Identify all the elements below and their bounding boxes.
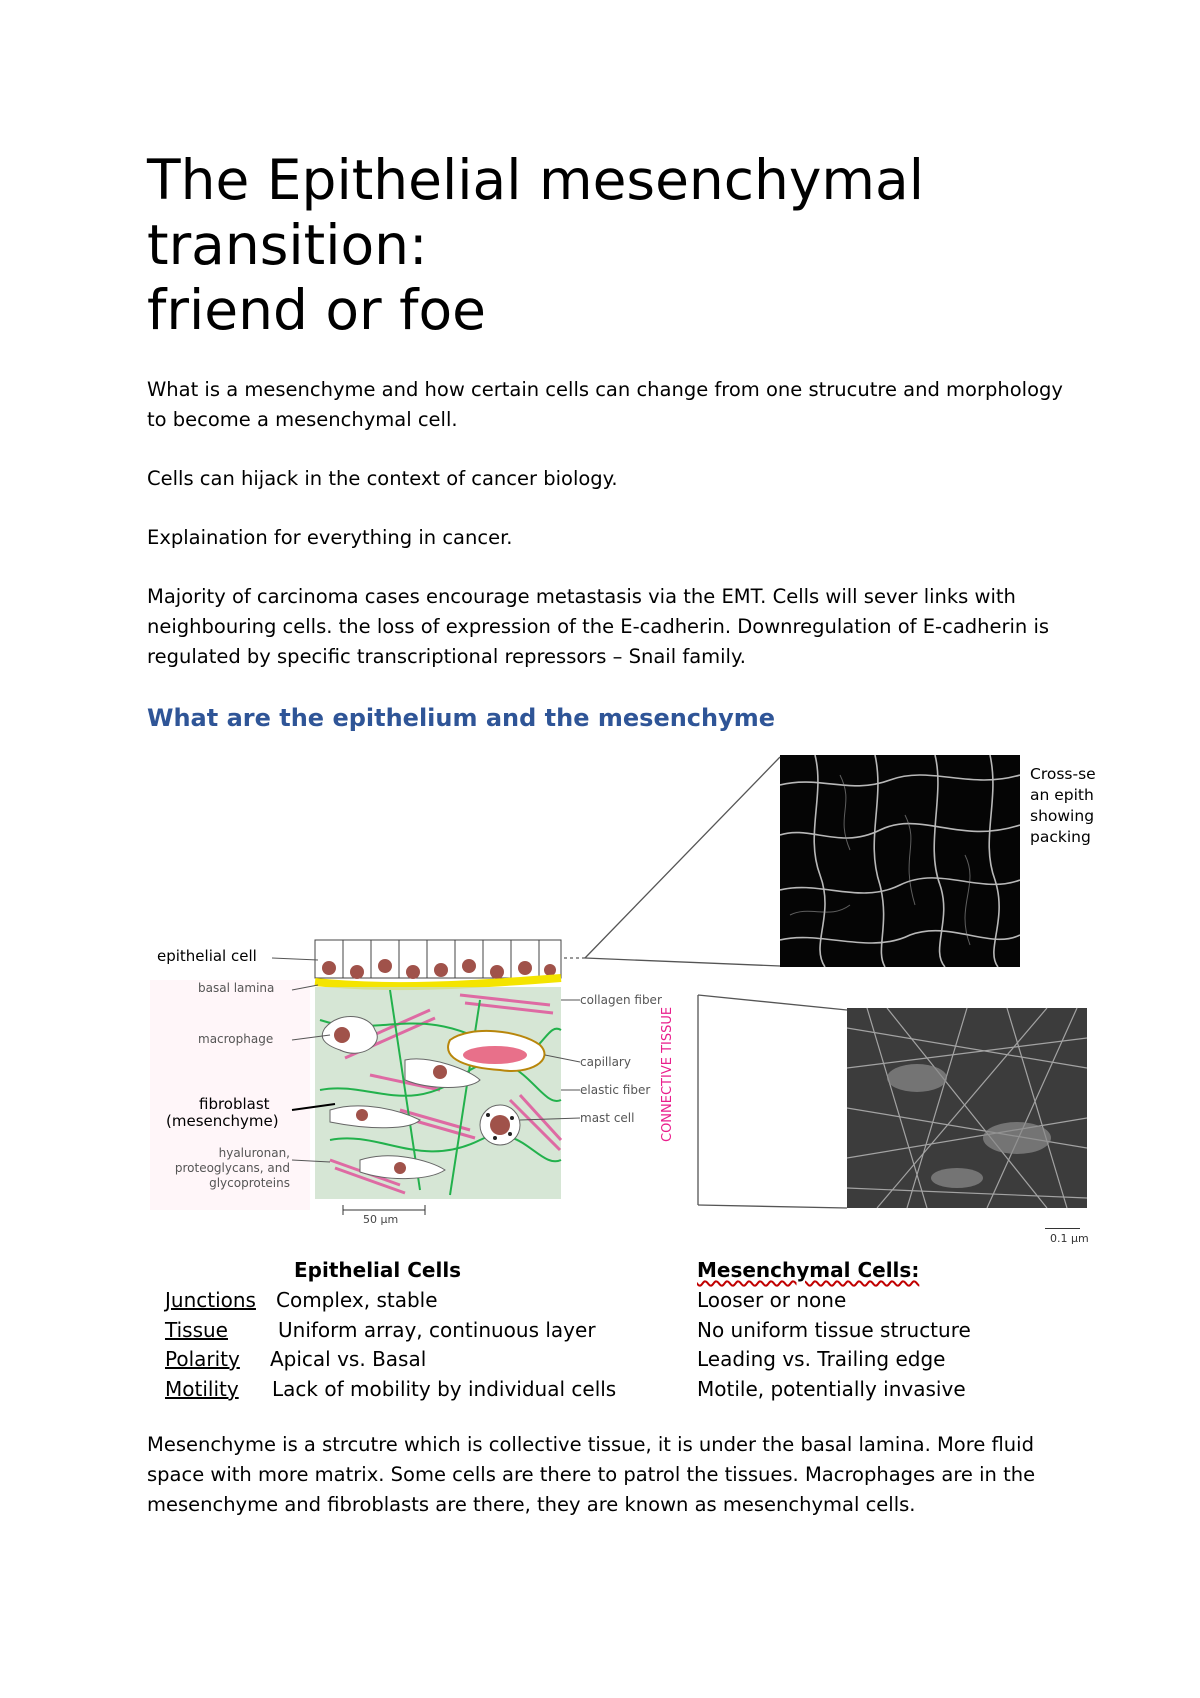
scale-label-left: 50 μm [363,1213,399,1226]
section-heading: What are the epithelium and the mesenchyme [147,704,776,732]
caption-line: packing [1030,828,1091,846]
paragraph-mesenchyme-structure: Mesenchyme is a strcutre which is collective tissue, it is under the basal lamina. More fluid space with more matrix. Some cells are there to patrol the tissues. Macrophages are in the mesenchyme and fibroblasts are there, they are known as mesenchymal cells. [147,1433,1036,1516]
mesenchymal-junctions: Looser or none [697,1288,847,1312]
label-hyaluronan [152,1146,290,1191]
row-label-motility: Motility [165,1377,239,1401]
epithelial-junctions: Complex, stable [276,1288,438,1312]
label-hyaluronan-3: glycoproteins [209,1176,290,1190]
label-fibroblast [166,1095,279,1130]
paragraph-mesenchyme-definition: What is a mesenchyme and how certain cells can change from one strucutre and morphology to become a mesenchymal cell. [147,378,1063,431]
label-epithelial-cell: epithelial cell [157,947,257,965]
epithelial-polarity: Apical vs. Basal [270,1347,427,1371]
label-macrophage: macrophage [198,1032,274,1046]
epithelial-header: Epithelial Cells [294,1258,462,1282]
label-mast-cell: mast cell [580,1111,635,1125]
caption-line: Cross-se [1030,765,1096,783]
label-hyaluronan-1: hyaluronan, [218,1146,290,1160]
caption-line: showing [1030,807,1095,825]
row-label-tissue: Tissue [165,1318,228,1342]
caption-line: an epith [1030,786,1094,804]
mesenchymal-header [697,1256,919,1285]
mesenchymal-header-text: Mesenchymal Cells: [697,1258,920,1282]
title-line-1: The Epithelial mesenchymal [147,148,924,212]
label-fibroblast-sub: (mesenchyme) [166,1112,279,1130]
mesenchymal-motility: Motile, potentially invasive [697,1377,966,1401]
paragraph-carcinoma: Majority of carcinoma cases encourage metastasis via the EMT. Cells will sever links with neighbouring cells. the loss of expression of the E-cadherin. Downregulation of E-cadherin is regulated by specific transcriptional repressors – Snail family. [147,585,1050,668]
paragraph-hijack: Cells can hijack in the context of cancer biology. [147,467,618,490]
label-capillary: capillary [580,1055,631,1069]
label-fibroblast-text: fibroblast [199,1095,270,1113]
label-basal-lamina: basal lamina [198,981,275,995]
row-label-junctions: Junctions [165,1288,256,1312]
label-elastic-fiber: elastic fiber [580,1083,651,1097]
title-line-3: friend or foe [147,278,486,342]
row-label-polarity: Polarity [165,1347,240,1371]
epithelial-motility: Lack of mobility by individual cells [272,1377,617,1401]
label-connective-tissue: CONNECTIVE TISSUE [660,1006,675,1142]
mesenchymal-polarity: Leading vs. Trailing edge [697,1347,946,1371]
mesenchymal-tissue: No uniform tissue structure [697,1318,971,1342]
label-hyaluronan-2: proteoglycans, and [174,1161,290,1175]
paragraph-explanation: Explaination for everything in cancer. [147,526,513,549]
label-collagen-fiber: collagen fiber [580,993,662,1007]
epithelial-tissue: Uniform array, continuous layer [278,1318,596,1342]
title-line-2: transition: [147,213,428,277]
scale-label-right: 0.1 μm [1050,1232,1089,1245]
